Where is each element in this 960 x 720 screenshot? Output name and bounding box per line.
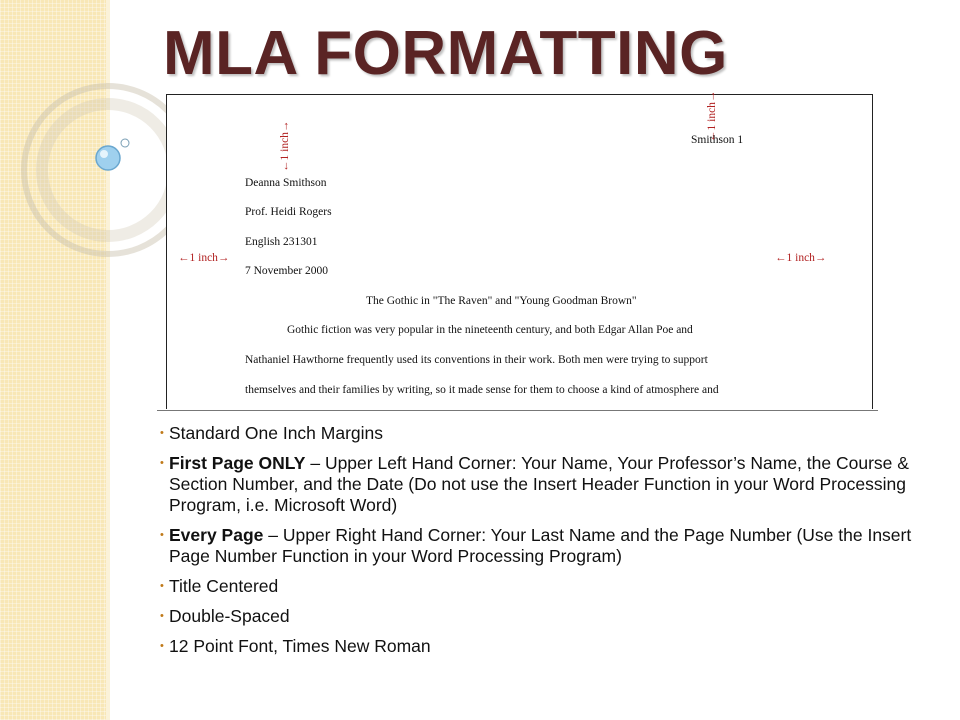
left-margin-label: ←1 inch→ bbox=[178, 252, 230, 264]
bullet-item: • First Page ONLY – Upper Left Hand Corner: Your Name, Your Professor’s Name, the Course & Section Number, and the Date (Do not use the Insert Header Function in your Word Processing Program, i.e. Microsoft Word) bbox=[160, 453, 909, 515]
right-margin-label: ←1 inch→ bbox=[775, 252, 827, 264]
small-ring-icon bbox=[121, 139, 129, 147]
bullet-dot-icon: • bbox=[160, 427, 164, 439]
paper-divider-line bbox=[157, 410, 878, 411]
bullet-item: • Standard One Inch Margins bbox=[160, 423, 384, 443]
bullet-dot-icon: • bbox=[160, 457, 164, 469]
bullet-dot-icon: • bbox=[160, 610, 164, 622]
heading-line-course: English 231301 bbox=[245, 236, 318, 248]
bullet-item: • Double-Spaced bbox=[160, 606, 290, 626]
body-line: Nathaniel Hawthorne frequently used its conventions in their work. Both men were trying to support bbox=[245, 354, 708, 366]
bullet-item: • 12 Point Font, Times New Roman bbox=[160, 636, 431, 656]
bullet-dot-icon: • bbox=[160, 580, 164, 592]
slide-title: MLA FORMATTING bbox=[163, 19, 728, 88]
paper-title: The Gothic in "The Raven" and "Young Goodman Brown" bbox=[366, 295, 637, 307]
running-header: Smithson 1 bbox=[691, 134, 744, 146]
blue-bubble-icon bbox=[96, 146, 120, 170]
bullet-dot-icon: • bbox=[160, 640, 164, 652]
body-line: themselves and their families by writing, so it made sense for them to choose a kind of atmosphere and bbox=[245, 384, 719, 396]
bullet-item: • Every Page – Upper Right Hand Corner: Your Last Name and the Page Number (Use the Insert Page Number Function in your Word Processing Program) bbox=[160, 525, 912, 566]
top-margin-label-left: ←1 inch→ bbox=[279, 120, 291, 172]
bullet-dot-icon: • bbox=[160, 529, 164, 541]
bullet-item: • Title Centered bbox=[160, 576, 279, 596]
heading-line-name: Deanna Smithson bbox=[245, 177, 327, 189]
sample-paper bbox=[166, 90, 873, 409]
heading-line-date: 7 November 2000 bbox=[245, 265, 329, 277]
heading-line-professor: Prof. Heidi Rogers bbox=[245, 206, 332, 218]
bullet-list bbox=[160, 423, 928, 666]
top-margin-label-right: ←1 inch→ bbox=[706, 90, 718, 142]
body-line: Gothic fiction was very popular in the nineteenth century, and both Edgar Allan Poe and bbox=[287, 324, 693, 336]
